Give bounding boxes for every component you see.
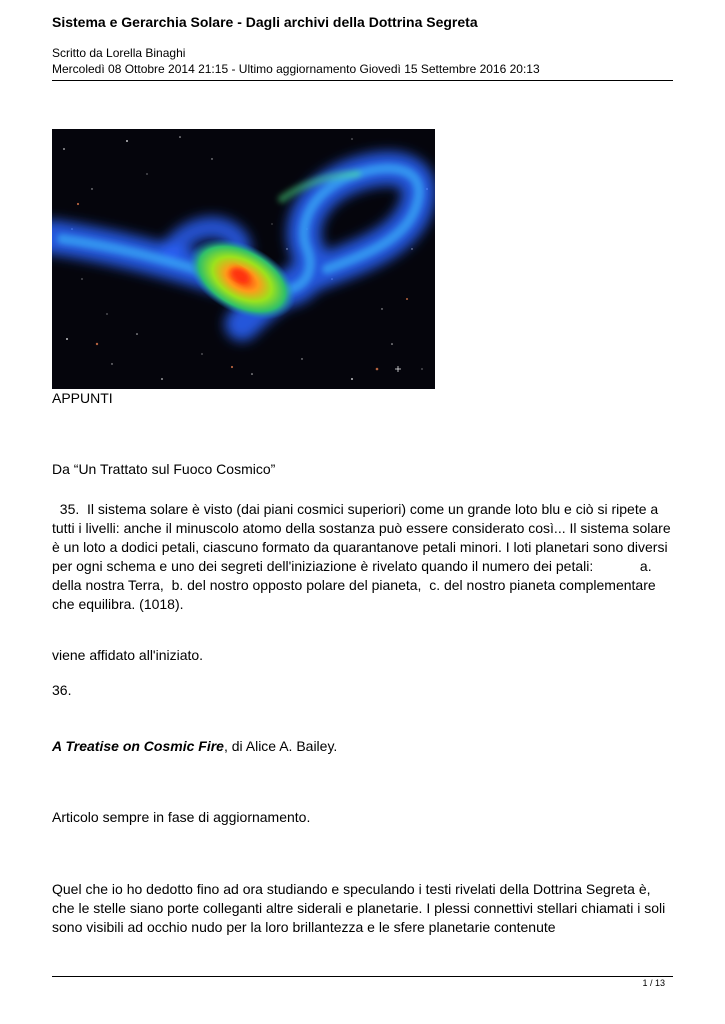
footer-divider [52, 976, 673, 977]
galaxy-image [52, 129, 435, 389]
author-line: Scritto da Lorella Binaghi [52, 46, 186, 60]
treatise-citation [52, 737, 672, 756]
paragraph-35: 35. Il sistema solare è visto (dai piani cosmici superiori) come un grande loto blu e ciò si ripete a tutti i livelli: anche il minuscolo atomo della sostanza può essere considerato così... Il sistema solare è un loto a dodici petali, ciascuno formato da quarantanove petali minori. I loti planetari sono diversi per ogni schema e uno dei segreti dell'iniziazione è rivelato quando il numero dei petali: a. della nostra Terra, b. del nostro opposto polare del pianeta, c. del nostro pianeta complementare che equilibra. (1018). [52, 501, 671, 612]
paragraph-quel: Quel che io ho dedotto fino ad ora studiando e speculando i testi rivelati della Dottrina Segreta è, che le stelle siano porte colleganti altre siderali e planetarie. I plessi connettivi stellari chiamati i soli sono visibili ad occhio nudo per la loro brillantezza e le sfere planetarie contenute [52, 881, 666, 935]
header-divider [52, 80, 673, 81]
appunti-label: APPUNTI [52, 390, 113, 406]
treatise-title: A Treatise on Cosmic Fire [52, 738, 224, 754]
paragraph-viene: viene affidato all'iniziato. [52, 647, 204, 663]
page-title: Sistema e Gerarchia Solare - Dagli archivi della Dottrina Segreta [52, 14, 478, 30]
paragraph-articolo: Articolo sempre in fase di aggiornamento. [52, 809, 311, 825]
treatise-author: , di Alice A. Bailey. [223, 738, 338, 754]
paragraph-36: 36. [52, 682, 72, 698]
source-heading: Da “Un Trattato sul Fuoco Cosmico” [52, 461, 276, 477]
dates-line: Mercoledì 08 Ottobre 2014 21:15 - Ultimo aggiornamento Giovedì 15 Settembre 2016 20:13 [52, 62, 540, 76]
page-number: 1 / 13 [642, 978, 665, 988]
